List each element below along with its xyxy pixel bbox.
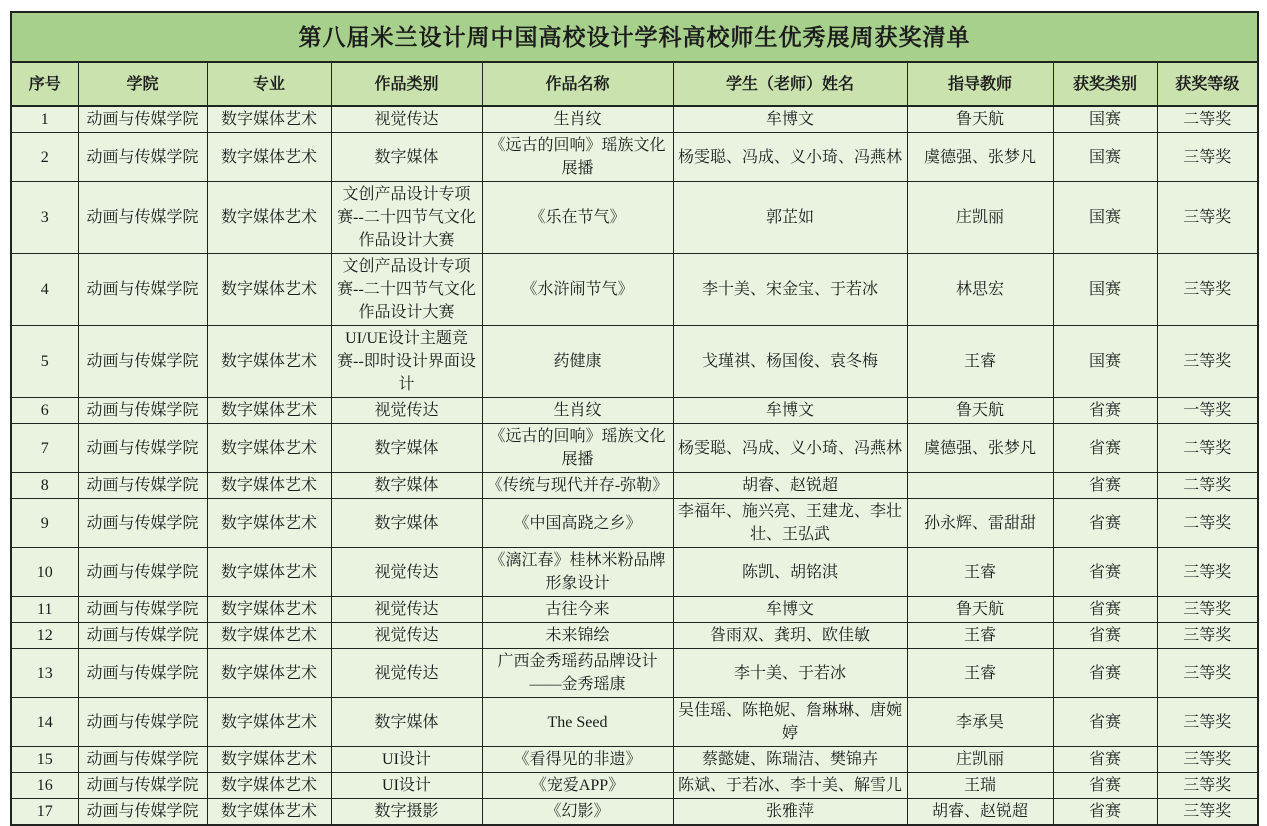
table-cell: 视觉传达 (331, 597, 482, 623)
table-cell: UI/UE设计主题竞赛--即时设计界面设计 (331, 326, 482, 398)
table-cell: 国赛 (1053, 254, 1157, 326)
table-cell: 动画与传媒学院 (78, 106, 207, 133)
table-cell: 视觉传达 (331, 106, 482, 133)
table-cell: 动画与传媒学院 (78, 473, 207, 499)
table-cell: 李十美、宋金宝、于若冰 (673, 254, 907, 326)
table-cell: 17 (11, 799, 78, 826)
table-cell: 数字媒体艺术 (207, 773, 331, 799)
table-cell: 《远古的回响》瑶族文化展播 (482, 133, 673, 182)
column-header: 作品类别 (331, 62, 482, 106)
table-cell: 动画与传媒学院 (78, 254, 207, 326)
table-row (11, 182, 1258, 254)
column-header: 指导教师 (907, 62, 1053, 106)
table-cell: 数字媒体 (331, 499, 482, 548)
table-cell: 数字媒体 (331, 424, 482, 473)
table-cell: 国赛 (1053, 133, 1157, 182)
table-cell: 动画与传媒学院 (78, 747, 207, 773)
table-cell: 10 (11, 548, 78, 597)
column-header: 学院 (78, 62, 207, 106)
table-cell: 11 (11, 597, 78, 623)
table-cell: 14 (11, 698, 78, 747)
table-cell: 林思宏 (907, 254, 1053, 326)
table-cell: 《远古的回响》瑶族文化展播 (482, 424, 673, 473)
table-cell: 未来锦绘 (482, 623, 673, 649)
column-header: 作品名称 (482, 62, 673, 106)
column-header: 获奖类别 (1053, 62, 1157, 106)
table-cell: 国赛 (1053, 326, 1157, 398)
table-cell: 孙永辉、雷甜甜 (907, 499, 1053, 548)
table-cell: 动画与传媒学院 (78, 398, 207, 424)
table-cell: 5 (11, 326, 78, 398)
table-cell: UI设计 (331, 773, 482, 799)
table-cell: 张雅萍 (673, 799, 907, 826)
table-cell: 王睿 (907, 649, 1053, 698)
table-cell: 王瑞 (907, 773, 1053, 799)
table-cell: 三等奖 (1157, 623, 1258, 649)
table-cell: 牟博文 (673, 597, 907, 623)
table-cell: 郭芷如 (673, 182, 907, 254)
table-cell: 三等奖 (1157, 182, 1258, 254)
table-row (11, 698, 1258, 747)
table-row (11, 106, 1258, 133)
awards-table (10, 11, 1259, 826)
table-row (11, 548, 1258, 597)
table-cell: 省赛 (1053, 499, 1157, 548)
table-cell: 数字摄影 (331, 799, 482, 826)
table-cell: 胡睿、赵锐超 (907, 799, 1053, 826)
table-cell: 动画与传媒学院 (78, 499, 207, 548)
table-cell: 数字媒体艺术 (207, 649, 331, 698)
table-cell: 数字媒体 (331, 133, 482, 182)
table-row (11, 799, 1258, 826)
table-cell: 省赛 (1053, 424, 1157, 473)
table-cell: 杨雯聪、冯成、义小琦、冯燕林 (673, 424, 907, 473)
table-cell: 动画与传媒学院 (78, 773, 207, 799)
table-row (11, 499, 1258, 548)
table-row (11, 623, 1258, 649)
table-cell: 李十美、于若冰 (673, 649, 907, 698)
table-cell: 1 (11, 106, 78, 133)
table-cell: 数字媒体艺术 (207, 548, 331, 597)
table-cell: 省赛 (1053, 773, 1157, 799)
table-cell: 数字媒体艺术 (207, 623, 331, 649)
table-cell: 生肖纹 (482, 398, 673, 424)
table-cell: 二等奖 (1157, 499, 1258, 548)
table-cell: 数字媒体 (331, 698, 482, 747)
table-cell: 陈凯、胡铭淇 (673, 548, 907, 597)
table-row (11, 597, 1258, 623)
table-cell: 昝雨双、龚玥、欧佳敏 (673, 623, 907, 649)
table-cell: 省赛 (1053, 623, 1157, 649)
table-cell: 二等奖 (1157, 424, 1258, 473)
table-cell: 省赛 (1053, 597, 1157, 623)
table-cell: 省赛 (1053, 698, 1157, 747)
table-cell: 杨雯聪、冯成、义小琦、冯燕林 (673, 133, 907, 182)
table-cell: 数字媒体艺术 (207, 499, 331, 548)
table-cell: 《乐在节气》 (482, 182, 673, 254)
table-cell: 《中国高跷之乡》 (482, 499, 673, 548)
table-cell (907, 473, 1053, 499)
table-cell: 视觉传达 (331, 548, 482, 597)
table-cell: 16 (11, 773, 78, 799)
table-cell: 蔡懿婕、陈瑞洁、樊锦卉 (673, 747, 907, 773)
table-row (11, 747, 1258, 773)
table-cell: The Seed (482, 698, 673, 747)
table-cell: 药健康 (482, 326, 673, 398)
table-cell: 文创产品设计专项赛--二十四节气文化作品设计大赛 (331, 254, 482, 326)
table-cell: 三等奖 (1157, 799, 1258, 826)
table-cell: 视觉传达 (331, 398, 482, 424)
table-cell: 三等奖 (1157, 747, 1258, 773)
table-cell: 鲁天航 (907, 106, 1053, 133)
table-cell: 三等奖 (1157, 548, 1258, 597)
table-row (11, 133, 1258, 182)
table-cell: 三等奖 (1157, 254, 1258, 326)
table-cell: 《看得见的非遗》 (482, 747, 673, 773)
table-cell: 一等奖 (1157, 398, 1258, 424)
table-cell: 生肖纹 (482, 106, 673, 133)
table-cell: 视觉传达 (331, 649, 482, 698)
table-cell: 国赛 (1053, 106, 1157, 133)
column-header: 获奖等级 (1157, 62, 1258, 106)
table-cell: 数字媒体艺术 (207, 698, 331, 747)
table-row (11, 649, 1258, 698)
table-cell: 牟博文 (673, 106, 907, 133)
table-cell: 《幻影》 (482, 799, 673, 826)
table-cell: 数字媒体艺术 (207, 398, 331, 424)
table-cell: 陈斌、于若冰、李十美、解雪儿 (673, 773, 907, 799)
table-row (11, 424, 1258, 473)
table-cell: 三等奖 (1157, 326, 1258, 398)
column-header: 学生（老师）姓名 (673, 62, 907, 106)
table-cell: 数字媒体艺术 (207, 106, 331, 133)
table-cell: 视觉传达 (331, 623, 482, 649)
table-cell: 《漓江春》桂林米粉品牌形象设计 (482, 548, 673, 597)
table-cell: 数字媒体艺术 (207, 799, 331, 826)
table-cell: 文创产品设计专项赛--二十四节气文化作品设计大赛 (331, 182, 482, 254)
table-row (11, 254, 1258, 326)
table-cell: 《传统与现代并存-弥勒》 (482, 473, 673, 499)
table-cell: 动画与传媒学院 (78, 698, 207, 747)
table-cell: 7 (11, 424, 78, 473)
table-cell: 动画与传媒学院 (78, 623, 207, 649)
table-cell: 动画与传媒学院 (78, 133, 207, 182)
table-cell: 数字媒体 (331, 473, 482, 499)
table-cell: 数字媒体艺术 (207, 747, 331, 773)
table-cell: 动画与传媒学院 (78, 799, 207, 826)
table-cell: 庄凯丽 (907, 182, 1053, 254)
table-cell: 数字媒体艺术 (207, 182, 331, 254)
table-row (11, 326, 1258, 398)
table-cell: 动画与传媒学院 (78, 424, 207, 473)
table-cell: 4 (11, 254, 78, 326)
table-row (11, 398, 1258, 424)
table-cell: 牟博文 (673, 398, 907, 424)
table-cell: 数字媒体艺术 (207, 326, 331, 398)
table-cell: 虞德强、张梦凡 (907, 133, 1053, 182)
column-header: 专业 (207, 62, 331, 106)
table-cell: UI设计 (331, 747, 482, 773)
table-cell: 省赛 (1053, 548, 1157, 597)
table-cell: 省赛 (1053, 649, 1157, 698)
table-cell: 吴佳瑶、陈艳妮、詹琳琳、唐婉婷 (673, 698, 907, 747)
table-cell: 省赛 (1053, 473, 1157, 499)
table-cell: 三等奖 (1157, 698, 1258, 747)
page-title: 第八届米兰设计周中国高校设计学科高校师生优秀展周获奖清单 (11, 12, 1258, 62)
table-cell: 动画与传媒学院 (78, 182, 207, 254)
column-header: 序号 (11, 62, 78, 106)
table-cell: 二等奖 (1157, 106, 1258, 133)
table-cell: 13 (11, 649, 78, 698)
table-cell: 动画与传媒学院 (78, 649, 207, 698)
table-cell: 三等奖 (1157, 649, 1258, 698)
table-cell: 数字媒体艺术 (207, 597, 331, 623)
table-cell: 国赛 (1053, 182, 1157, 254)
table-cell: 王睿 (907, 623, 1053, 649)
table-cell: 二等奖 (1157, 473, 1258, 499)
table-cell: 虞德强、张梦凡 (907, 424, 1053, 473)
table-cell: 《宠爱APP》 (482, 773, 673, 799)
table-row (11, 773, 1258, 799)
table-cell: 3 (11, 182, 78, 254)
table-cell: 三等奖 (1157, 133, 1258, 182)
table-cell: 动画与传媒学院 (78, 326, 207, 398)
table-cell: 数字媒体艺术 (207, 133, 331, 182)
table-row (11, 473, 1258, 499)
table-cell: 古往今来 (482, 597, 673, 623)
table-cell: 李承昊 (907, 698, 1053, 747)
table-cell: 李福年、施兴亮、王建龙、李壮壮、王弘武 (673, 499, 907, 548)
table-cell: 三等奖 (1157, 773, 1258, 799)
table-cell: 12 (11, 623, 78, 649)
table-cell: 胡睿、赵锐超 (673, 473, 907, 499)
table-cell: 广西金秀瑶药品牌设计——金秀瑶康 (482, 649, 673, 698)
title-row (11, 12, 1258, 62)
table-cell: 动画与传媒学院 (78, 597, 207, 623)
table-cell: 动画与传媒学院 (78, 548, 207, 597)
table-cell: 王睿 (907, 326, 1053, 398)
column-header-row (11, 62, 1258, 106)
table-cell: 王睿 (907, 548, 1053, 597)
table-body (11, 106, 1258, 825)
table-cell: 戈瑾祺、杨国俊、袁冬梅 (673, 326, 907, 398)
table-cell: 省赛 (1053, 398, 1157, 424)
table-cell: 8 (11, 473, 78, 499)
table-cell: 庄凯丽 (907, 747, 1053, 773)
table-cell: 9 (11, 499, 78, 548)
table-cell: 6 (11, 398, 78, 424)
table-cell: 省赛 (1053, 799, 1157, 826)
table-cell: 鲁天航 (907, 398, 1053, 424)
table-cell: 2 (11, 133, 78, 182)
table-cell: 三等奖 (1157, 597, 1258, 623)
table-cell: 数字媒体艺术 (207, 424, 331, 473)
table-cell: 15 (11, 747, 78, 773)
table-cell: 鲁天航 (907, 597, 1053, 623)
table-cell: 数字媒体艺术 (207, 254, 331, 326)
table-cell: 《水浒闹节气》 (482, 254, 673, 326)
table-cell: 省赛 (1053, 747, 1157, 773)
table-cell: 数字媒体艺术 (207, 473, 331, 499)
